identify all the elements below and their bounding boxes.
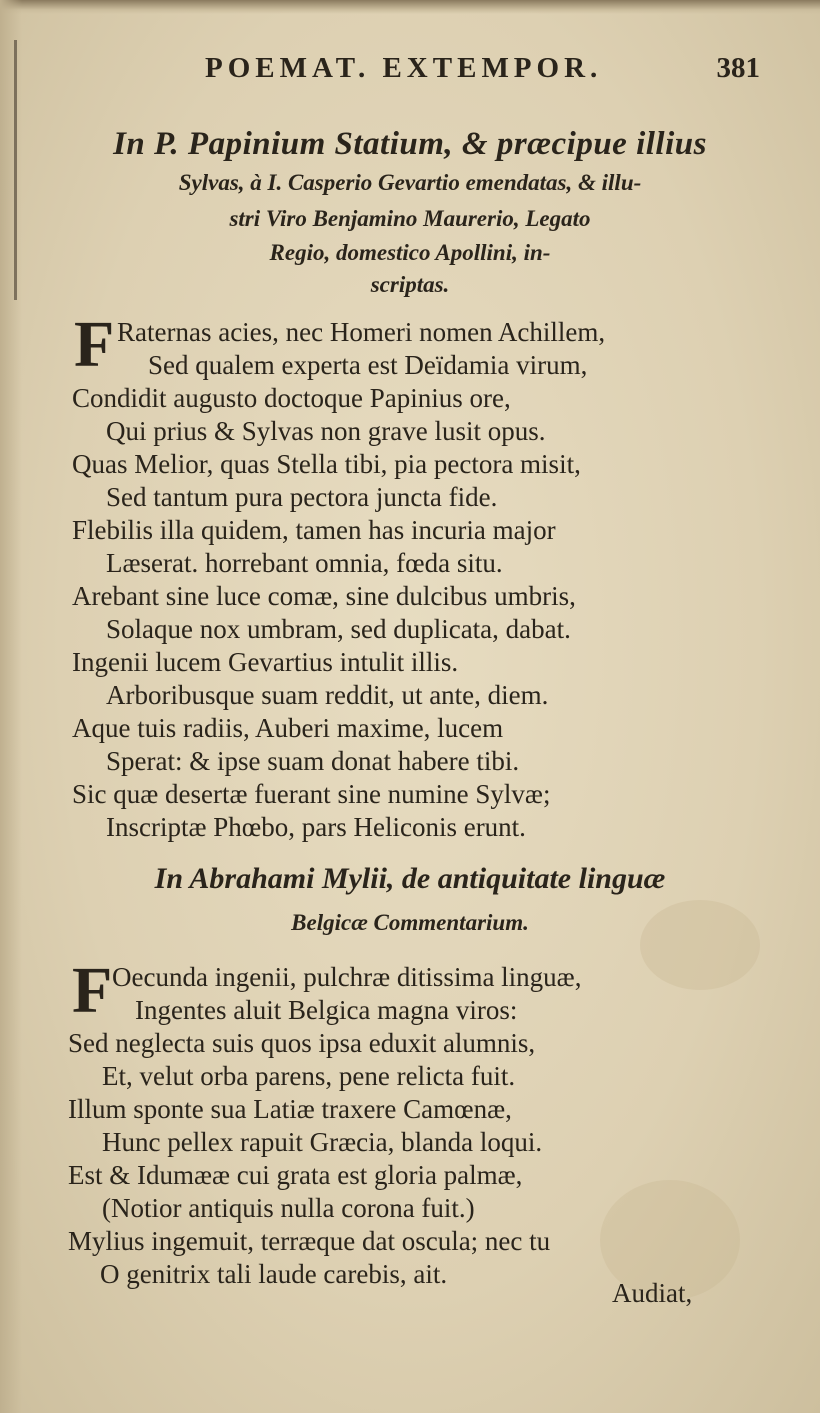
verse-line: Sed neglecta suis quos ipsa eduxit alumnis, <box>68 1028 536 1058</box>
verse-line: Condidit augusto doctoque Papinius ore, <box>72 383 511 413</box>
poem2-dropcap: F <box>72 954 113 1027</box>
verse-line: Est & Idumææ cui grata est gloria palmæ, <box>68 1160 523 1190</box>
verse-line: Ingentes aluit Belgica magna viros: <box>135 995 518 1025</box>
verse-line: Et, velut orba parens, pene relicta fuit. <box>102 1061 516 1091</box>
poem1-heading-line: stri Viro Benjamino Maurerio, Legato <box>229 206 591 231</box>
poem2-heading-line: In Abrahami Mylii, de antiquitate linguæ <box>154 862 666 895</box>
verse-line: Flebilis illa quidem, tamen has incuria major <box>72 515 556 545</box>
page-number: 381 <box>716 52 760 84</box>
verse-line: Sed qualem experta est Deïdamia virum, <box>148 350 588 380</box>
verse-line: Illum sponte sua Latiæ traxere Camœnæ, <box>68 1094 512 1124</box>
page-gutter-shadow <box>0 0 22 1413</box>
verse-line: Qui prius & Sylvas non grave lusit opus. <box>106 416 546 446</box>
verse-line: Sperat: & ipse suam donat habere tibi. <box>106 746 520 776</box>
poem1-heading-line: scriptas. <box>370 272 450 297</box>
verse-line: Raternas acies, nec Homeri nomen Achillem, <box>117 317 606 347</box>
verse-line: Inscriptæ Phœbo, pars Heliconis erunt. <box>106 812 526 842</box>
poem1-heading-line: Regio, domestico Apollini, in- <box>269 240 551 265</box>
verse-line: Solaque nox umbram, sed duplicata, dabat. <box>106 614 571 644</box>
verse-line: Arboribusque suam reddit, ut ante, diem. <box>106 680 549 710</box>
verse-line: Læserat. horrebant omnia, fœda situ. <box>106 548 503 578</box>
verse-line: Sed tantum pura pectora juncta fide. <box>106 482 498 512</box>
catchword: Audiat, <box>612 1278 693 1308</box>
page-top-edge <box>0 0 820 14</box>
margin-mark <box>14 40 17 300</box>
poem1-dropcap: F <box>74 308 115 381</box>
running-title: POEMAT. EXTEMPOR. <box>205 52 603 84</box>
verse-line: Oecunda ingenii, pulchræ ditissima linguæ, <box>112 962 582 992</box>
verse-line: Hunc pellex rapuit Græcia, blanda loqui. <box>102 1127 543 1157</box>
poem2-heading-line: Belgicæ Commentarium. <box>291 910 529 935</box>
verse-line: (Notior antiquis nulla corona fuit.) <box>102 1193 475 1223</box>
verse-line: Mylius ingemuit, terræque dat oscula; nec tu <box>68 1226 551 1256</box>
poem1-heading-line: In P. Papinium Statium, & præcipue illius <box>113 126 707 162</box>
verse-line: Sic quæ desertæ fuerant sine numine Sylvæ; <box>72 779 551 809</box>
verse-line: Aque tuis radiis, Auberi maxime, lucem <box>72 713 504 743</box>
verse-line: Quas Melior, quas Stella tibi, pia pectora misit, <box>72 449 581 479</box>
verse-line: Arebant sine luce comæ, sine dulcibus umbris, <box>72 581 576 611</box>
verse-line: O genitrix tali laude carebis, ait. <box>100 1259 448 1289</box>
verse-line: Ingenii lucem Gevartius intulit illis. <box>72 647 459 677</box>
poem1-heading-line: Sylvas, à I. Casperio Gevartio emendatas, & illu- <box>178 170 642 195</box>
running-header <box>205 52 760 92</box>
